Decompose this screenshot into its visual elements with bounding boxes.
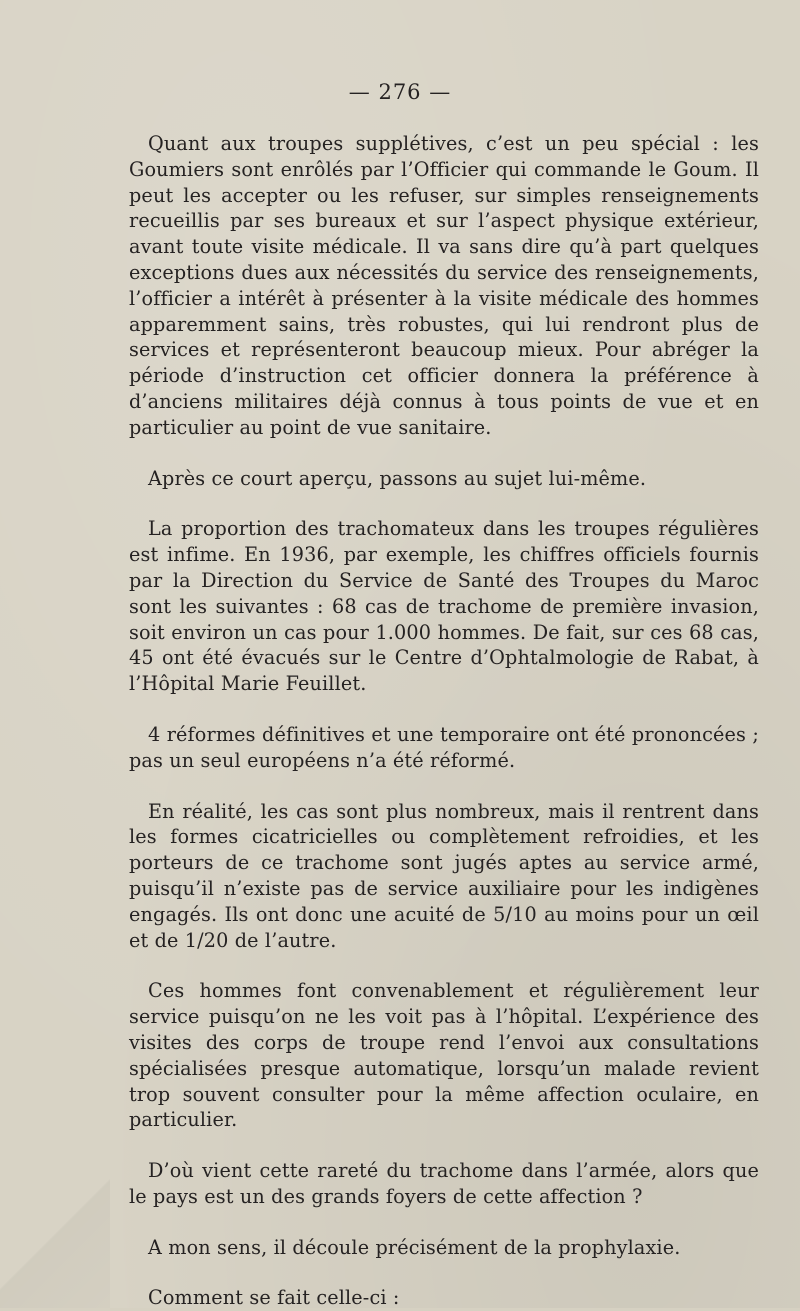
paragraph-rarete-trachome: D’où vient cette rareté du trachome dans l’armée, alors que le pays est un des grands foyers de cette affection ? [129, 1159, 759, 1208]
paragraph-troupes-suppletives: Quant aux troupes supplétives, c’est un peu spécial : les Goumiers sont enrôlés par l’Officier qui commande le Goum. Il peut les accepter ou les refuser, sur simples renseignements recueillis par ses bureaux et sur l’aspect physique extérieur, avant toute visite médicale. Il va sans dire qu’à part quelques exceptions dues aux nécessités du service des renseignements, l’officier a intérêt à présenter à la visite médicale des hommes apparemment sains, très robustes, qui lui rendront plus de services et représenteront beaucoup mieux. Pour abréger la période d’instruction cet officier donnera la préférence à d’anciens militaires déjà connus à tous points de vue et en particulier au point de vue sanitaire. [129, 132, 759, 439]
paragraph-comment: Comment se fait celle-ci : [148, 1286, 400, 1310]
body-text [129, 131, 759, 1311]
paragraph-proportion-trachomateux: La proportion des trachomateux dans les troupes régulières est infime. En 1936, par exemple, les chiffres officiels fournis par la Direction du Service de Santé des Troupes du Maroc sont les suivantes : 68 cas de trachome de première invasion, soit environ un cas pour 1.000 hommes. De fait, sur ces 68 cas, 45 ont été évacués sur le Centre d’Ophtalmologie de Rabat, à l’Hôpital Marie Feuillet. [129, 517, 759, 696]
paragraph-en-realite: En réalité, les cas sont plus nombreux, mais il rentrent dans les formes cicatricielles ou complètement refroidies, et les porteurs de ce trachome sont jugés aptes au service armé, puisqu’il n’existe pas de service auxiliaire pour les indigènes engagés. Ils ont donc une acuité de 5/10 au moins pour un œil et de 1/20 de l’autre. [129, 799, 759, 952]
paragraph-prophylaxie: A mon sens, il découle précisément de la prophylaxie. [148, 1235, 681, 1259]
paragraph-apercu: Après ce court aperçu, passons au sujet lui-même. [148, 466, 647, 490]
page-number: — 276 — [348, 80, 452, 104]
paper-corner-shading [0, 1158, 110, 1308]
paragraph-ces-hommes: Ces hommes font convenablement et régulièrement leur service puisqu’on ne les voit pas à l’hôpital. L’expérience des visites des corps de troupe rend l’envoi aux consultations spécialisées presque automatique, lorsqu’un malade revient trop souvent consulter pour la même affection oculaire, en particulier. [129, 979, 759, 1132]
paragraph-reformes: 4 réformes définitives et une temporaire ont été prononcées ; pas un seul européens n’a été réformé. [129, 722, 759, 772]
